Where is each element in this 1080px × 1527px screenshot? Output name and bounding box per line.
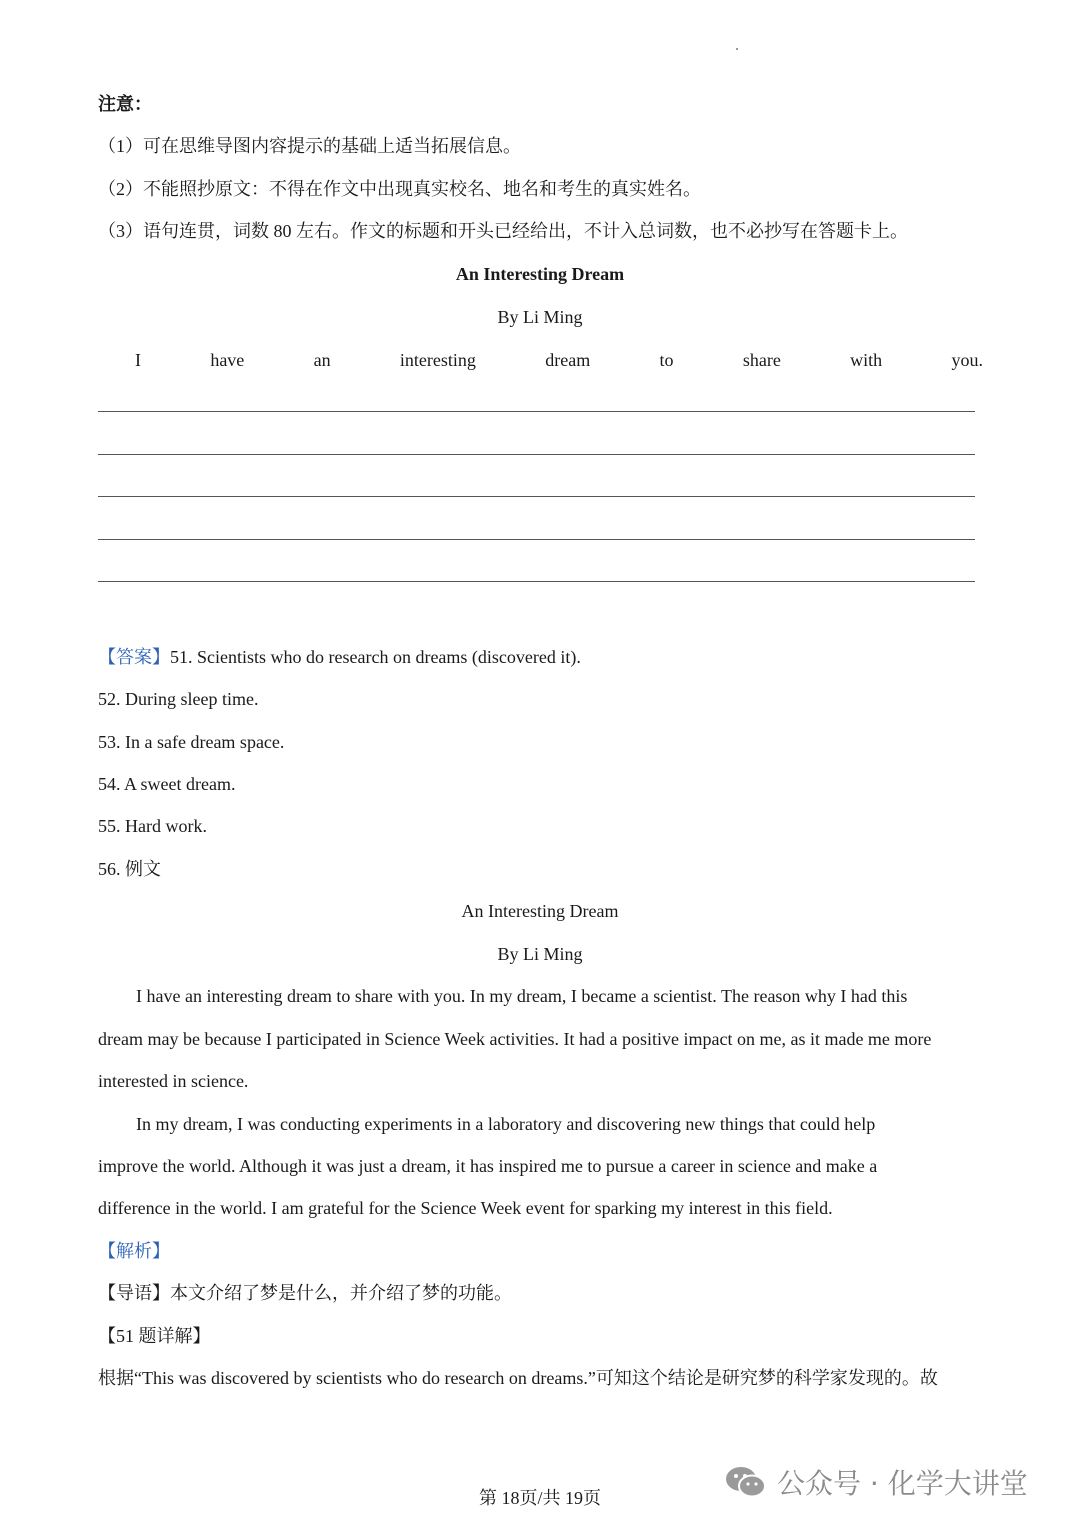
prompt-byline: By Li Ming (497, 307, 583, 327)
analysis-q51-label: 【51 题详解】 (98, 1326, 211, 1346)
writing-line (98, 581, 975, 582)
opening-word: an (313, 350, 331, 370)
opening-word: with (850, 350, 883, 370)
answer-54: 54. A sweet dream. (98, 774, 236, 794)
opening-word: I (135, 350, 141, 370)
answer-52: 52. During sleep time. (98, 689, 259, 709)
answer-first-line (98, 645, 581, 669)
wechat-icon (725, 1465, 767, 1499)
opening-word: you. (951, 350, 983, 370)
writing-line (98, 496, 975, 497)
analysis-q51-text: 根据“This was discovered by scientists who do research on dreams.”可知这个结论是研究梦的科学家发现的。故 (98, 1368, 938, 1388)
sample-line: dream may be because I participated in Science Week activities. It had a positive impact on me, as it made me more (98, 1029, 932, 1049)
sample-line: difference in the world. I am grateful for the Science Week event for sparking my interest in this field. (98, 1198, 833, 1218)
prompt-opening-line (135, 348, 983, 372)
sample-line: I have an interesting dream to share with you. In my dream, I became a scientist. The reason why I had this (136, 986, 908, 1006)
answer-53: 53. In a safe dream space. (98, 732, 285, 752)
opening-word: have (210, 350, 245, 370)
answer-55: 55. Hard work. (98, 816, 207, 836)
opening-word: interesting (399, 350, 476, 370)
analysis-label: 【解析】 (98, 1241, 170, 1261)
watermark-text: 公众号 · 化学大讲堂 (777, 1467, 1028, 1500)
sample-line: In my dream, I was conducting experiments in a laboratory and discovering new things that could help (136, 1114, 876, 1134)
opening-word: to (659, 350, 674, 370)
notice-item-2: （2）不能照抄原文：不得在作文中出现真实校名、地名和考生的真实姓名。 (98, 179, 701, 199)
writing-line (98, 539, 975, 540)
notice-title: 注意： (98, 94, 152, 114)
sample-byline: By Li Ming (497, 944, 583, 964)
scan-dot (736, 48, 738, 50)
notice-item-1: （1）可在思维导图内容提示的基础上适当拓展信息。 (98, 136, 521, 156)
opening-word: dream (545, 350, 591, 370)
watermark (725, 1462, 1028, 1502)
answer-51: 51. Scientists who do research on dreams (discovered it). (170, 647, 581, 667)
sample-line: interested in science. (98, 1071, 249, 1091)
analysis-intro: 【导语】本文介绍了梦是什么，并介绍了梦的功能。 (98, 1283, 512, 1303)
opening-word: share (742, 350, 781, 370)
writing-line (98, 454, 975, 455)
sample-title: An Interesting Dream (461, 901, 619, 921)
prompt-title: An Interesting Dream (455, 264, 625, 284)
answer-label: 【答案】 (98, 647, 170, 667)
notice-item-3: （3）语句连贯，词数 80 左右。作文的标题和开头已经给出，不计入总词数，也不必抄写在答题卡上。 (98, 221, 908, 241)
writing-line (98, 411, 975, 412)
page-number: 第 18页/共 19页 (478, 1488, 601, 1508)
sample-line: improve the world. Although it was just a dream, it has inspired me to pursue a career in science and make a (98, 1156, 878, 1176)
answer-56: 56. 例文 (98, 859, 161, 879)
